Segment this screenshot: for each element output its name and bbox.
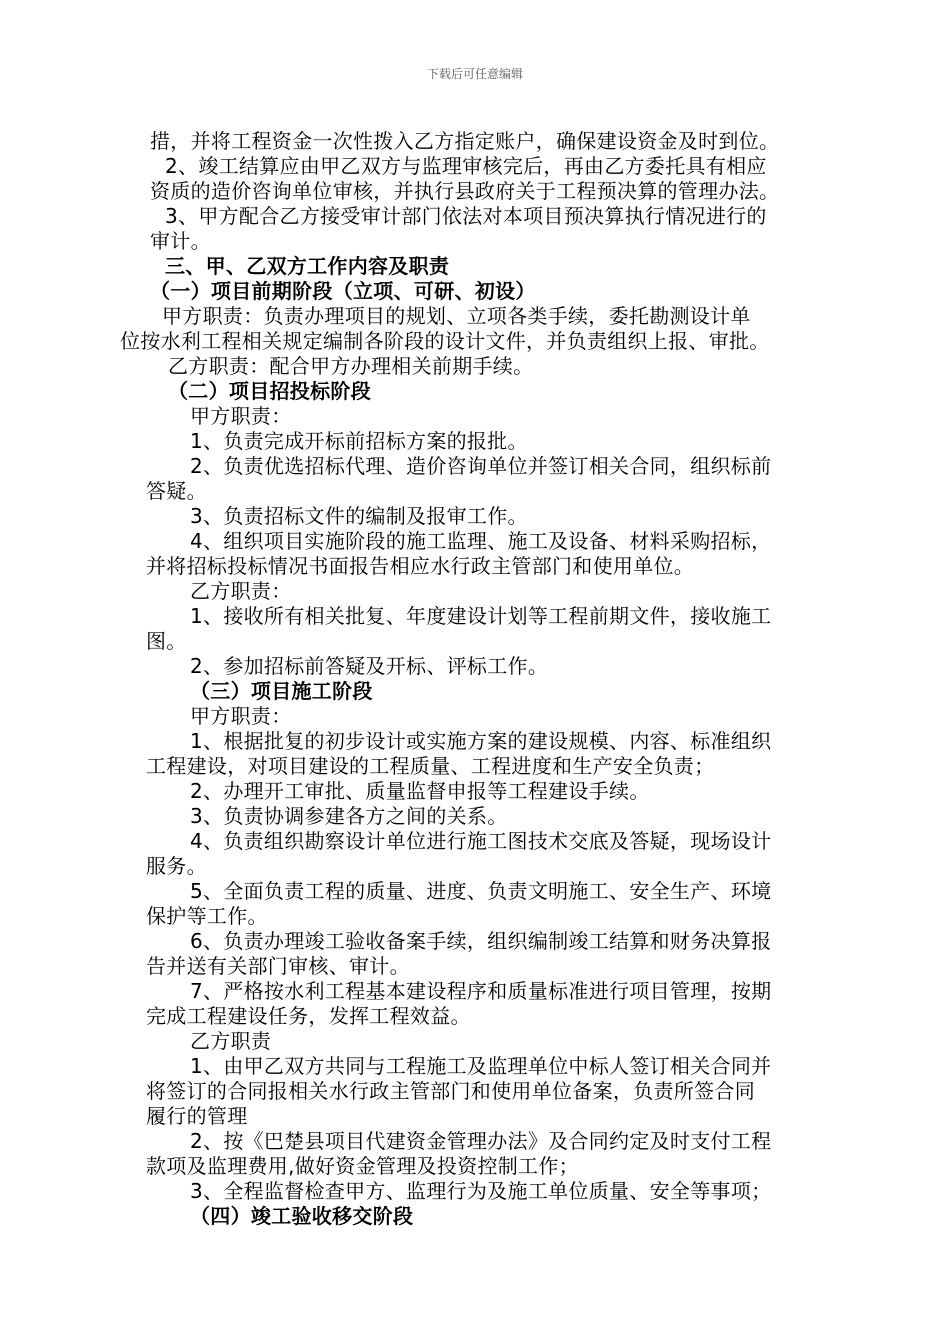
paragraph-line: 位按水利工程相关规定编制各阶段的设计文件，并负责组织上报、审批。 — [120, 329, 770, 353]
paragraph-line: 2、按《巴楚县项目代建资金管理办法》及合同约定及时支付工程 — [190, 1129, 772, 1153]
paragraph-line: 2、负责优选招标代理、造价咨询单位并签订相关合同，组织标前 — [190, 454, 772, 478]
paragraph-line: 完成工程建设任务，发挥工程效益。 — [146, 1004, 471, 1028]
paragraph-line: 告并送有关部门审核、审计。 — [146, 954, 410, 978]
paragraph-line: 4、组织项目实施阶段的施工监理、施工及设备、材料采购招标， — [190, 529, 772, 553]
paragraph-line: 将签订的合同报相关水行政主管部门和使用单位备案，负责所签合同 — [146, 1079, 755, 1103]
paragraph-line: 1、接收所有相关批复、年度建设计划等工程前期文件，接收施工 — [190, 604, 772, 628]
header-note: 下载后可任意编辑 — [426, 67, 523, 81]
paragraph-line: 服务。 — [146, 854, 207, 878]
paragraph-line: 2、参加招标前答疑及开标、评标工作。 — [190, 654, 549, 678]
subsection-heading: （三）项目施工阶段 — [190, 679, 373, 703]
paragraph-line: 5、全面负责工程的质量、进度、负责文明施工、安全生产、环境 — [190, 879, 772, 903]
paragraph-line: 审计。 — [150, 229, 211, 253]
paragraph-line: 履行的管理 — [146, 1104, 248, 1128]
paragraph-line: 乙方职责 — [190, 1029, 272, 1053]
paragraph-line: 甲方职责：负责办理项目的规划、立项各类手续，委托勘测设计单 — [162, 304, 751, 328]
paragraph-line: 7、严格按水利工程基本建设程序和质量标准进行项目管理，按期 — [190, 979, 772, 1003]
paragraph-line: 甲方职责： — [190, 704, 292, 728]
paragraph-line: 2、办理开工审批、质量监督申报等工程建设手续。 — [190, 779, 650, 803]
paragraph-line: 3、负责招标文件的编制及报审工作。 — [190, 504, 528, 528]
paragraph-line: 1、由甲乙双方共同与工程施工及监理单位中标人签订相关合同并 — [190, 1054, 772, 1078]
paragraph-line: 甲方职责： — [190, 404, 292, 428]
paragraph-line: 图。 — [146, 629, 187, 653]
paragraph-line: 6、负责办理竣工验收备案手续，组织编制竣工结算和财务决算报 — [190, 929, 772, 953]
paragraph-line: 资质的造价咨询单位审核，并执行县政府关于工程预决算的管理办法。 — [150, 179, 780, 203]
paragraph-line: 1、根据批复的初步设计或实施方案的建设规模、内容、标准组织 — [190, 729, 772, 753]
paragraph-line: 并将招标投标情况书面报告相应水行政主管部门和使用单位。 — [146, 554, 695, 578]
subsection-heading: （二）项目招投标阶段 — [168, 379, 371, 403]
paragraph-line: 乙方职责：配合甲方办理相关前期手续。 — [168, 354, 534, 378]
paragraph-line: 工程建设，对项目建设的工程质量、工程进度和生产安全负责； — [146, 754, 715, 778]
subsection-heading: （四）竣工验收移交阶段 — [190, 1204, 414, 1228]
paragraph-line: 乙方职责： — [190, 579, 292, 603]
paragraph-line: 2、竣工结算应由甲乙双方与监理审核完后，再由乙方委托具有相应 — [165, 154, 767, 178]
paragraph-line: 3、甲方配合乙方接受审计部门依法对本项目预决算执行情况进行的 — [165, 204, 767, 228]
subsection-heading: （一）项目前期阶段（立项、可研、初设） — [150, 279, 536, 303]
paragraph-line: 4、负责组织勘察设计单位进行施工图技术交底及答疑，现场设计 — [190, 829, 772, 853]
section-heading: 三、甲、乙双方工作内容及职责 — [165, 254, 450, 278]
paragraph-line: 3、负责协调参建各方之间的关系。 — [190, 804, 508, 828]
paragraph-line: 款项及监理费用,做好资金管理及投资控制工作； — [146, 1154, 579, 1178]
paragraph-line: 答疑。 — [146, 479, 207, 503]
paragraph-line: 1、负责完成开标前招标方案的报批。 — [190, 429, 528, 453]
paragraph-line: 3、全程监督检查甲方、监理行为及施工单位质量、安全等事项； — [190, 1179, 772, 1203]
paragraph-line: 措，并将工程资金一次性拨入乙方指定账户，确保建设资金及时到位。 — [150, 129, 780, 153]
paragraph-line: 保护等工作。 — [146, 904, 268, 928]
